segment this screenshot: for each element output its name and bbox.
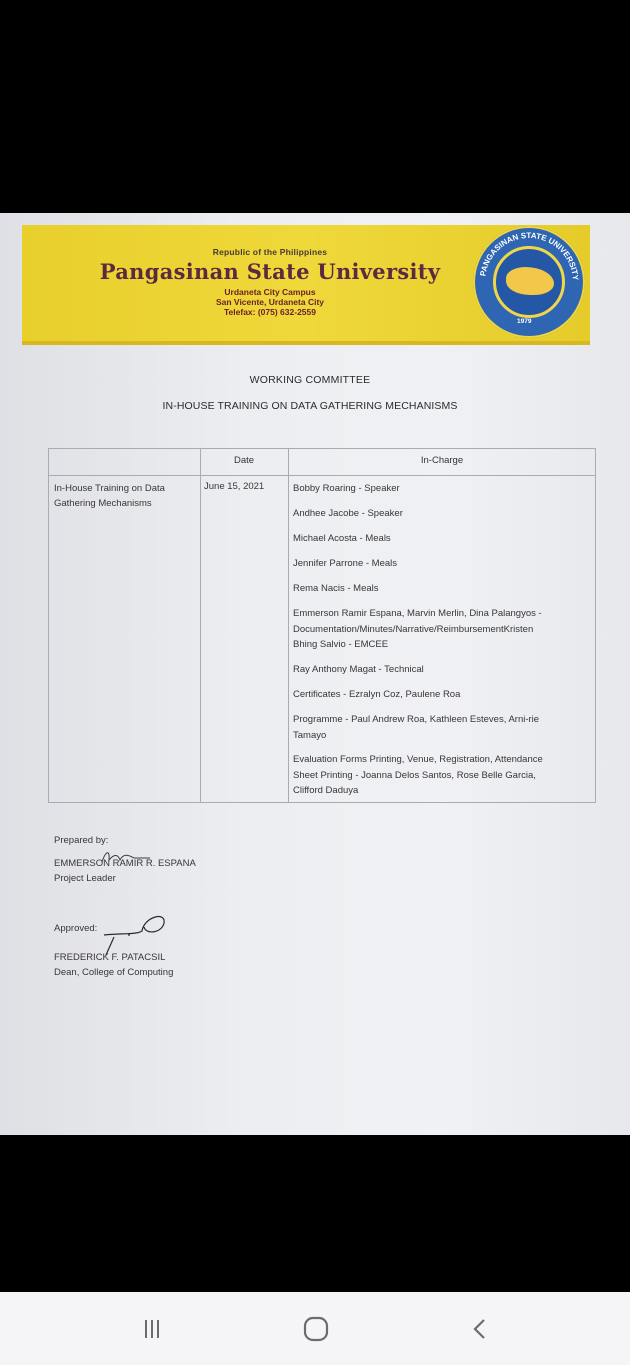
committee-table xyxy=(48,448,596,803)
back-icon xyxy=(468,1317,492,1341)
assignment-item: Michael Acosta - Meals xyxy=(293,533,391,544)
document-title: WORKING COMMITTEE xyxy=(249,374,371,386)
letterhead xyxy=(60,247,480,317)
back-button[interactable] xyxy=(450,1310,510,1348)
seal-emblem xyxy=(493,246,565,318)
activity-line: In-House Training on Data xyxy=(54,483,165,494)
approved-role: Dean, College of Computing xyxy=(54,967,174,978)
recent-apps-button[interactable] xyxy=(122,1310,182,1348)
assignment-item: Rema Nacis - Meals xyxy=(293,583,379,594)
approved-signature-icon xyxy=(100,905,170,965)
assignment-item: Jennifer Parrone - Meals xyxy=(293,558,398,569)
recent-apps-icon xyxy=(140,1317,164,1341)
approved-name: FREDERICK F. PATACSIL xyxy=(54,952,166,963)
lion-icon xyxy=(506,267,554,295)
column-divider xyxy=(288,449,289,802)
assignment-item: Programme - Paul Andrew Roa, Kathleen Esteves, Arni-rie Tamayo xyxy=(293,714,540,741)
prepared-label: Prepared by: xyxy=(54,835,109,846)
document-subtitle: IN-HOUSE TRAINING ON DATA GATHERING MECHANISMS xyxy=(162,400,458,412)
letterhead-underline xyxy=(22,341,590,345)
home-icon xyxy=(302,1315,330,1343)
prepared-role: Project Leader xyxy=(54,873,116,884)
header-date: Date xyxy=(233,455,255,466)
document-photo xyxy=(0,213,630,1135)
column-divider xyxy=(200,449,201,802)
republic-text: Republic of the Philippines xyxy=(212,247,328,257)
home-button[interactable] xyxy=(286,1310,346,1348)
header-divider xyxy=(49,475,595,476)
address-text: San Vicente, Urdaneta City xyxy=(215,297,325,307)
telefax-text: Telefax: (075) 632-2559 xyxy=(224,307,316,317)
university-seal-logo xyxy=(473,226,585,338)
svg-text:PANGASINAN STATE UNIVERSITY: PANGASINAN STATE UNIVERSITY xyxy=(478,230,581,281)
assignment-item: Ray Anthony Magat - Technical xyxy=(293,664,424,675)
android-navigation-bar xyxy=(0,1292,630,1365)
assignment-item: Evaluation Forms Printing, Venue, Registration, Attendance Sheet Printing - Joanna Delos Santos, Rose Belle Garcia, Clifford Daduya xyxy=(293,754,543,796)
header-in-charge: In-Charge xyxy=(420,455,464,466)
assignment-item: Bobby Roaring - Speaker xyxy=(293,483,400,494)
assignment-item: Certificates - Ezralyn Coz, Paulene Roa xyxy=(293,689,461,700)
university-name: Pangasinan State University xyxy=(99,259,441,284)
assignment-item: Emmerson Ramir Espana, Marvin Merlin, Dina Palangyos - Documentation/Minutes/Narrative/ReimbursementKristen Bhing Salvio - EMCEE xyxy=(293,608,542,650)
campus-text: Urdaneta City Campus xyxy=(224,287,316,297)
date-cell: June 15, 2021 xyxy=(204,481,265,492)
prepared-name: EMMERSON RAMIR R. ESPANA xyxy=(54,858,196,869)
assignment-item: Andhee Jacobe - Speaker xyxy=(293,508,403,519)
activity-line: Gathering Mechanisms xyxy=(54,498,152,509)
activity-cell xyxy=(54,481,199,511)
seal-year: 1979 xyxy=(517,318,532,325)
prepared-signature-icon xyxy=(100,846,160,870)
approved-label: Approved: xyxy=(54,923,98,934)
